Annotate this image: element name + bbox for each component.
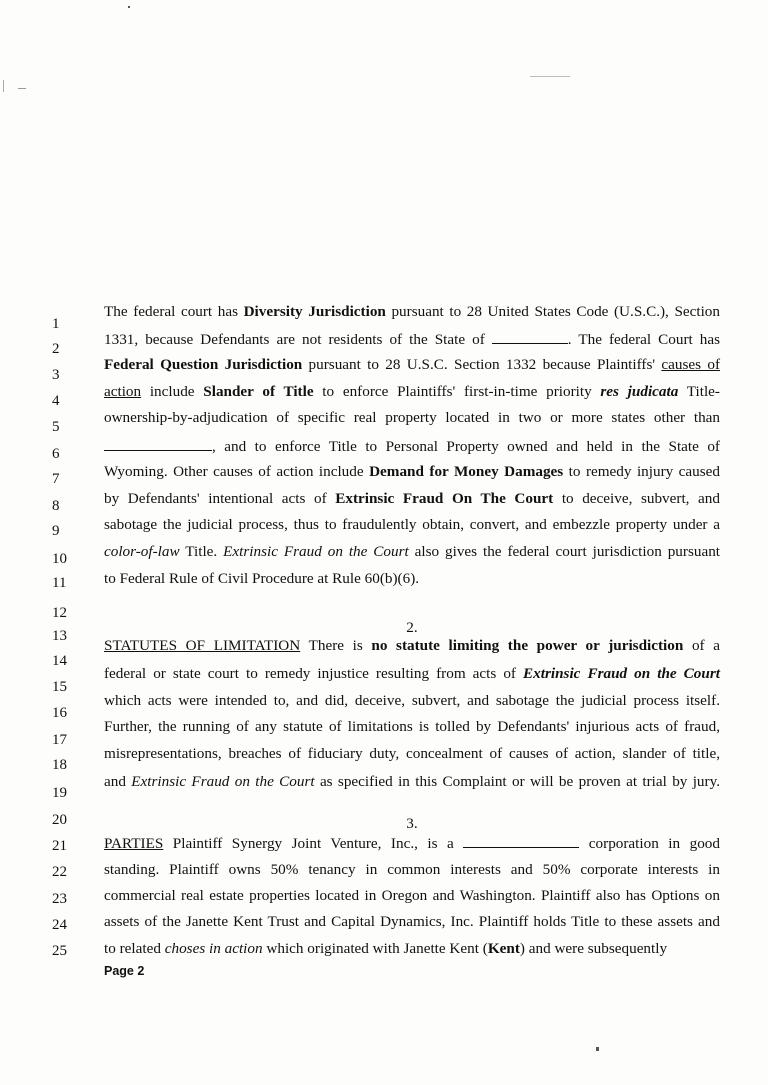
line-number: 22 <box>52 864 67 880</box>
italic-run: Extrinsic Fraud on the Court <box>223 543 409 560</box>
text-line <box>104 355 720 375</box>
line-number: 18 <box>52 757 67 773</box>
text-run: to Federal Rule of Civil Procedure at Rule 60(b)(6). <box>104 570 420 587</box>
text-run: ) and were subsequently <box>519 940 668 957</box>
section-number: 3. <box>406 815 418 832</box>
text-run: which acts were intended to, and did, deceive, subvert, and sabotage the judicial process itself. <box>104 692 720 709</box>
text-run: Title- <box>678 383 720 400</box>
text-line <box>104 408 720 428</box>
text-run: pursuant to 28 U.S.C. Section 1332 because Plaintiffs' <box>302 356 662 373</box>
line-number: 1 <box>52 316 60 332</box>
text-run: Plaintiff Synergy Joint Venture, Inc., is a <box>163 835 464 852</box>
text-run: to enforce Plaintiffs' first-in-time priority <box>313 383 601 400</box>
fill-in-blank <box>492 329 568 344</box>
text-line <box>104 515 720 535</box>
line-number: 11 <box>52 575 67 591</box>
text-line <box>104 860 720 880</box>
line-number: 24 <box>52 917 67 933</box>
bold-run: Diversity Jurisdiction <box>243 303 386 320</box>
scan-speck <box>18 88 26 89</box>
text-run: assets of the Janette Kent Trust and Capital Dynamics, Inc. Plaintiff holds Title to these assets and <box>104 913 720 930</box>
line-number: 10 <box>52 551 67 567</box>
text-run: Further, the running of any statute of limitations is tolled by Defendants' injurious acts of fraud, <box>104 718 720 735</box>
scan-speck <box>128 6 130 8</box>
line-number: 25 <box>52 943 67 959</box>
fill-in-blank <box>104 436 212 451</box>
text-run: to related <box>104 940 165 957</box>
line-number: 3 <box>52 367 60 383</box>
section-heading: PARTIES <box>104 835 164 852</box>
text-line <box>104 772 720 792</box>
line-number: 2 <box>52 341 60 357</box>
page-number: Page 2 <box>104 964 145 978</box>
text-run: and <box>104 773 132 790</box>
italic-run: choses in action <box>164 940 263 957</box>
italic-run: Extrinsic Fraud on the Court <box>131 773 315 790</box>
line-number: 17 <box>52 732 67 748</box>
text-run: Wyoming. Other causes of action include <box>104 463 370 480</box>
section-number: 2. <box>406 619 418 636</box>
text-line <box>104 382 720 402</box>
text-run: sabotage the judicial process, thus to fraudulently obtain, convert, and embezzle property under a <box>104 516 720 533</box>
line-number: 16 <box>52 705 67 721</box>
fill-in-blank <box>463 833 579 848</box>
bold-italic-run: res judicata <box>600 383 679 400</box>
bold-run: Slander of Title <box>203 383 314 400</box>
text-line <box>104 886 720 906</box>
line-number: 6 <box>52 446 60 462</box>
bold-run: no statute limiting the power or jurisdiction <box>371 637 684 654</box>
text-line <box>104 717 720 737</box>
text-line <box>104 636 720 656</box>
bold-run: Federal Question Jurisdiction <box>104 356 303 373</box>
underlined-run: action <box>104 383 142 400</box>
text-line <box>104 569 720 589</box>
text-line <box>104 744 720 764</box>
scan-speck <box>596 1047 599 1051</box>
text-line <box>104 436 720 456</box>
line-number: 12 <box>52 605 67 621</box>
text-run: commercial real estate properties located in Oregon and Washington. Plaintiff also has Options on <box>104 887 720 904</box>
text-line <box>104 833 720 853</box>
text-line <box>104 664 720 684</box>
text-run: of a <box>683 637 720 654</box>
line-number: 14 <box>52 653 67 669</box>
text-line <box>104 542 720 562</box>
text-run: There is <box>300 637 372 654</box>
text-line <box>104 489 720 509</box>
text-line <box>104 302 720 322</box>
line-number: 23 <box>52 891 67 907</box>
scan-speck <box>530 76 570 77</box>
text-run: ownership-by-adjudication of specific real property located in two or more states other than <box>104 409 720 426</box>
text-run: also gives the federal court jurisdiction pursuant <box>408 543 721 560</box>
line-number: 15 <box>52 679 67 695</box>
line-number: 13 <box>52 628 67 644</box>
line-number: 8 <box>52 498 60 514</box>
text-run: to remedy injury caused <box>563 463 721 480</box>
text-line <box>104 691 720 711</box>
text-run: pursuant to 28 United States Code (U.S.C.), Section <box>385 303 720 320</box>
text-run: . The federal Court has <box>567 331 720 348</box>
text-run: as specified in this Complaint or will be proven at trial by jury. <box>314 773 720 790</box>
bold-run: Extrinsic Fraud On The Court <box>335 490 554 507</box>
text-run: Title. <box>179 543 224 560</box>
text-line <box>104 462 720 482</box>
text-run: include <box>141 383 204 400</box>
scan-speck <box>3 80 4 92</box>
text-run: , and to enforce Title to Personal Property owned and held in the State of <box>212 438 720 455</box>
underlined-run: causes of <box>661 356 721 373</box>
bold-run: Demand for Money Damages <box>369 463 564 480</box>
line-number: 7 <box>52 471 60 487</box>
line-number: 21 <box>52 838 67 854</box>
text-run: 1331, because Defendants are not residents of the State of <box>104 331 492 348</box>
text-run: by Defendants' intentional acts of <box>104 490 336 507</box>
bold-run: Kent <box>487 940 520 957</box>
text-run: to deceive, subvert, and <box>553 490 720 507</box>
text-run: standing. Plaintiff owns 50% tenancy in common interests and 50% corporate interests in <box>104 861 720 878</box>
line-number: 5 <box>52 419 60 435</box>
text-run: misrepresentations, breaches of fiduciary duty, concealment of causes of action, slander of title, <box>104 745 720 762</box>
line-number: 19 <box>52 785 67 801</box>
line-number: 20 <box>52 812 67 828</box>
text-run: which originated with Janette Kent ( <box>262 940 488 957</box>
text-line <box>104 912 720 932</box>
bold-italic-run: Extrinsic Fraud on the Court <box>523 665 720 682</box>
text-line <box>104 939 720 959</box>
line-number: 9 <box>52 523 60 539</box>
section-heading: STATUTES OF LIMITATION <box>104 637 301 654</box>
text-line <box>104 329 720 349</box>
italic-run: color-of-law <box>104 543 180 560</box>
line-number: 4 <box>52 393 60 409</box>
text-run: corporation in good <box>579 835 720 852</box>
text-run: federal or state court to remedy injustice resulting from acts of <box>104 665 524 682</box>
text-run: The federal court has <box>104 303 244 320</box>
